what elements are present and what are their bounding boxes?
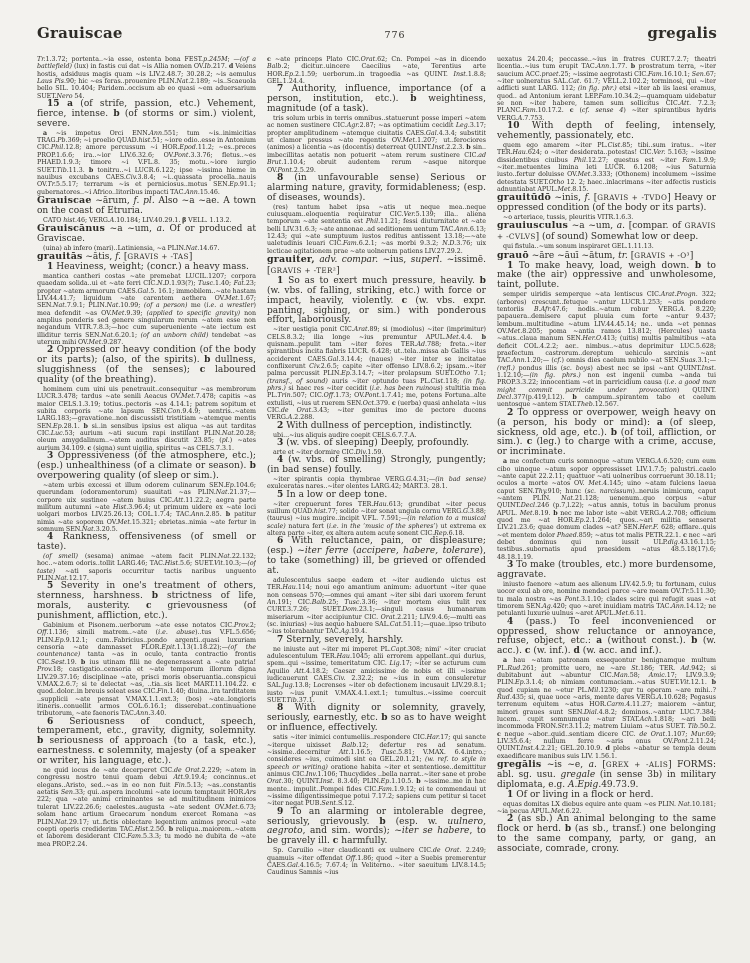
citation-block: (of smell) (sesama) animae ~atem facit PLIN.Nat.22.132; hoc..~atem odoris..tollit LARG.46; TAC.Hist.5.6; SUET.Vit.10.3;—(of taste) ~ati saporis occurritur tactis naribus unguento PLIN.Nat.12.17.	[37, 553, 256, 583]
citation-block: ne iniuste aut ~iter mi imperet PL.Capt.308; nimi' ~iter cruciat adulescentulum TER.Hau.1045; alii errorem appellant..qui durius, spem..qui ~issime, temeritatum CIC. Lig.17; ~iter se acturum cum Aquilio Att.4.18.2; Caesar amicissime de nobis et illi ~issime iudicauerunt CAES.Civ. 2.32.2; ne ~ius in eum consuleretur SAL.Jug.13.8; Locrenses ~iter ob defectionem incusauit LIV.29.8.1; iusto ~ius punit V.MAX.4.1.ext.1; tumultus..~issime coercuit SUET.Tib.37.1.	[267, 645, 486, 705]
citation-block: qui fistula..~um sonum inspiraret GEL.1.11.13.	[503, 243, 654, 251]
citation-block: CATO hist.46; VERG.A.10.184; LIV.40.29.1. β VELL. 1.13.2.	[43, 216, 232, 224]
dictionary-column-1	[37, 56, 256, 950]
sense-heading: 3 To make (troubles, etc.) more burdensome, aggravate.	[497, 560, 716, 580]
citation-block: ~o arteriace, tussis, pleuritis VITR.1.6.3.	[503, 214, 634, 222]
entry-headword-paragraph: grauiusculus ~a ~um, a. [compar. of GRAVIS + -CVLVS] (of sound) Somewhat low or deep.	[497, 220, 716, 243]
entry-headword-paragraph: grauiter, adv. compar. ~ius, superl. ~issimē. [GRAVIS + -TER²]	[267, 253, 486, 276]
sense-heading: 8 With dignity or solemnity, gravely, seriously, earnestly, etc. b so as to have weight or influence, effectively.	[267, 703, 486, 734]
sense-heading: 2 (as sb.) An animal belonging to the same flock or herd. b (as sb., transf.) one belonging to the same company, party, or gang, an associate, comrade, crony.	[497, 814, 716, 855]
entry-headword-paragraph: grauitūdō ~inis, f. [GRAVIS + -TVDO] Heavy or oppressed condition (of the body or its parts).	[497, 192, 716, 214]
citation-block: a ~is impetus Orci ENN.Ann.551; tum ~is..inimicitias TRAG.Pb.369; ~i proelio QUAD.hist.51; ~iore odio..esse in Antonium CIC.Phil.12.8; amore percussum ~i HOR.Epod.11.2; ~es..preces PROP.1.6.6; ira..~ior LIV.6.32.6; OV.Pont.3.3.76; fletus..~es PHAED.1.9.3; timore ~i V.FL.8. 35; motu..~iore iurgio SUET.Tib.11.3. b tonitru..~i LUCR.6.122; ipse ~issima hieme in nauibus excubans CAES.Civ.3.8.4; ~i..quassata procella..nauis OV.Tr.5.5.17; terrarum ~is et perniciosus..motus SEN.Ep.91.1; gubernatores..~i Africo..litoribus impacti TAC.Ann.15.46.	[37, 129, 256, 196]
sense-heading: 4 (w. vbs. of smelling) Strongly, pungently; (in bad sense) foully.	[267, 455, 486, 476]
citation-block: tris solum urbis in terris omnibus..statuerunt posse imperi ~atem ac nomen sustinere CIC.Agr.2.87; ~as optimatium cecidit Leg.3.17; propter amplitudinem ~atemque ciuitatis CAES.Gal.4.3.4; substitit ut clamor pressus ~ate regentis OV.Met.1.207; ut..ferociores (animos) a licentia ~as (docentis) deterreat QUINT.Inst.2.2.3. b sin.. imbecillitas aetatis non potuerit ~atem rerum sustinere CIC.ad Brut.1.10.4; obruit audentem rerum ~asque nitorque OV.Pont.2.5.29.	[267, 115, 486, 174]
continuation-paragraph: uexatus 24.20.4; peccasse..~ius in fratres CURT.7.2.7; theatri licentia..~ius tum erupit TAC.Ann.1.77. b prostratum terra, ~iter saucium ACC.praet.25; ~issime aegrotasti CIC.Fam.16.10.1; Sen.67; ~iter uolneratus SAL.Cat. 61.7; VELL.2.102.2; torminosi, qui ~iter adflicti sunt LARG. 112; (in fig. phr.) etsi ~iter ab iis laesi eramus, quod.. ad Antonium ierant LEP.Fam.10.34.2;—quamquam uidebatur se non ~iter habere, tamen sum sollicitus CIC.Att. 7.2.3; PLANC.Fam.10.17.2. c (cf. sense 4) ~iter spirantibus hydris VERG.A.7.753.	[497, 56, 716, 122]
sense-heading: 3 Oppressiveness (of the atmosphere, etc.); (esp.) unhealthiness (of a climate or season). b overpowering quality (of sleep or sim.).	[37, 451, 256, 481]
citation-block: semper uiridis semperque ~ata lentiscus CIC.Arat.Progn. 322; (arbores) crescunt..fetuque ~antur LUCR.1.253; ~atis pondere tentoriis B.Afr.47.6; nodis..~atum robur VERG.A. 8.220; papauera..demisere caput pluuia cum forte ~antur 9.437; lembum..multitudine ~atum LIV.44.45.14; ne.. unda ~et pennas OV.Met.8.205; poma ~antia ramos 13.812; (Hercules) uasta ~atus..claua manum SEN.Her.O.413; (uitis) multis palmitibus ~ata deficit COL.4.2.2; aer.. nimbus..~atus deprimitur LUC.5.628; praefectum castrorum..dereptum uehiculo sarcinis ~ant TAC.Ann.1.20;— (cf.) omnis dies caelum nubilo ~at SEN.Suas.3.1;—(refl.) pondus illis (sc. boys) abest nec se ipsi ~ant QUINT.Inst. 1.12.10;—(in fig. phrs.) non est ingenii cumba ~anda tui PROP.3.3.22; innocentiam ~et in parricidium causa (i.e. a good man might commit parricide under provocation) QUINT. Decl.377(p.419,l.12). b campum..spirantem tabo et caelum uentosque ~antem STAT.Theb.12.567.	[497, 291, 716, 409]
text-columns	[37, 56, 717, 950]
sense-heading: 3 (w. vbs. of sleeping) Deeply, profoundly.	[277, 438, 469, 449]
citation-block: hominem cum uini uis penetrauit..consequitur ~as membrorum LUCR.3.478; tardus ~ate senili Aeacus OV.Met.7.478; capitis ~as maior CELS.1.3.19; totius..pectoris ~as 4.14.1; patrem sopitum et subita corporis ~ate lapsum SEN.Con.9.4.9; uentris..~atem LARG.183;—gravatione..non discussisti tristitiam ~atemque mentis SEN.Ep.28.1. b si..in sensibus ipsius est aliqua ~as aut tarditas CIC.Luc.53; aurium ~ati sucum rapi instillant PLIN.Nat.20.28; oleum amygdalinum..~atem auditus discutit 23.85; (pl.) ~ates aurium 34.109. c (signa) sunt uigilia, spiritus ~as CELS.7.3.1.	[37, 386, 256, 452]
citation-block: (uina) ab infero (mari)..Latiniensia, ~a PLIN.Nat.14.67.	[43, 244, 220, 252]
sense-heading: 6 With reluctance, pain, or displeasure; (esp.) ~iter ferre (accipere, habere, tolerare), to take (something) ill, be grieved or offended at.	[267, 536, 486, 577]
citation-block: ~iter uestigia ponit CIC.Arat.89; si (modiolus) ~iter (imprimitur) CELS.8.3.2; ilia longe ~ius premuntur APUL.Met.4.4. b quisnam..pepulit tam ~iter fores TER.Ad.788; freta..~iter spirantibus incita flabris LUCR. 6.428; ut..tela..missa ab Gallis ~ius acciderent CAES.Gal.3.14.4; (naues) ~iter inter se incitatae conflixerunt Civ.2.6.5; capite ~iter offenso LIV.8.6.2; ipsam..~iter palma percussit PLIN.Ep.3.14.7; ~iter prolapsum SUET.Otho 7.1; (transf., of sound) auris ~iter optundo tuas PL.Cist.118; (in fig. phrs.) si haec res ~iter cecidit (i.e. has been ruinous) stultitia mea PL.Trin.507; CIC.Off.1.73; OV.Pont.1.7.41; me, potens Fortuna..alte extulisti, ~ius ut ruerem SEN.Oct.379. c (uerba) quasi anhelata ~ius CIC.de Orat.3.43; ~iter gemitus imo de pectore ducens VERG.A.2.288.	[267, 326, 486, 422]
entry-headword-paragraph: gregālis ~is ~e, a. [GREX + -ALIS] FORMS: abl. sg. usu. gregale (in sense 3b) in military diplomata, e.g. A.Epig.49.73.9.	[497, 759, 716, 790]
sense-heading: 7 Sternly, severely, harshly.	[277, 634, 404, 645]
citation-block: ~iter spirantis copia thymbrae VERG.G.4.31;—(in bad sense) exulceratas nares..~iter olentes LARG.42; MART.3. 28.1.	[267, 476, 486, 491]
citation-block: iniusto faenore ~atum aes alienum LIV.42.5.9; tu fortunam, cuius uocor exul ab ore, nomine mendaci parce ~are meam OV.Tr.5.11.30; tu mala nostra ~as Pont.3.1.10; clades scire qui refugit suas ~at timorem SEN.Ag.420; quo ~aret inuidiam matris TAC.Ann.14.12; ne petulanti luxurie uulnus ~aret APUL.Met.6.11.	[497, 580, 716, 618]
entry-headword-paragraph: Grauiscae ~ārum, f. pl. Also ~a ~ae. A town on the coast of Etruria.	[37, 194, 256, 216]
header-right-catchword: gregalis	[647, 24, 717, 42]
sense-heading: 9 To an alarming or intolerable degree, seriously, grievously. b (esp. w. uulnero, aegroto, and sim. words); ~iter se habere, to be gravely ill. c harmfully.	[267, 806, 486, 847]
citation-block: equas domitas LX diebus equire ante quam ~es PLIN. Nat.10.181; ~ia pecua APUL.Met.6.22.	[497, 800, 716, 816]
sense-heading: 15 a (of strife, passion, etc.) Vehement, fierce, intense. b (of storms or sim.) violent, severe.	[37, 99, 256, 129]
sense-heading: 2 Oppressed or heavy condition (of the body or its parts); (also, of the spirits). b dullness, sluggishness (of the senses); c laboured quality (of the breathing).	[37, 345, 256, 386]
citation-block: quem ego amarem ~iter PL.Cist.85; tibi..sum iratus.. ~iter TER.Hau.624; o ~iter desiderata..potestas! CIC.Ver. 5.163; ~issime dissidentibus ciuibus Phil.12.27; questus est ~iter Fam.1.9.9; ~iter..metuentes limina leti LUCR. 6.1208; ~ius Saturnia iusto..fertur doluisse OV.Met.3.333; (Othonem) incolumem ~issime detestata SUET.Otho 12. 2; haec..inlacrimans ~iter adfectis rusticis adnuntiabat APUL.Met.8.15.	[497, 141, 716, 193]
sense-heading: 4 (pass.) To feel inconvenienced or oppressed, show reluctance or annoyance, refuse, object, etc.: a (without const.). b (w. acc.). c (w. inf.). d (w. acc. and inf.).	[497, 616, 716, 657]
sense-heading: 5 Severity in one's treatment of others, sternness, harshness. b strictness of life, morals, austerity. c grievousness (of punishment, affliction, etc.).	[37, 581, 256, 622]
citation-block: (res) tantum habet ipsa ~atis ut neque mea..neque cuiusquam..eloquentia requiratur CIC.Ver.5.139; illa.. aliena temporum ~ate sententia est Phil.11.21; fessi diuturnitate et ~ate belli LIV.31.6.3; ~ate annonae..ad seditionem uentum TAC.Ann.6.13; 12.43; qui ~ate sumptuum iustos reditus antissent 13.18;—~ate ualetudinis leuari CIC.Fam.6.2.1; ~as morbi 9.3.2; N.D.3.76; uix lecticae agitationem prae ~ate uolnerum patiens LIV.27.29.2.	[267, 203, 486, 255]
sense-heading: 7 Authority, influence, importance (of a person, institution, etc.). b weightiness, magnitude (of a task).	[267, 84, 486, 115]
citation-block: adulescentulus saepe eadem et ~iter audiendo uictus est TER.Hau.114; noui ego amantium animum: aduortunt ~iter quae non censeas 570;—omnes qui amant ~iter sibi dari uxorem ferunt An.191; CIC.Balb.25; Tusc.3.36; ~iter mortem eius tulit rex CURT.3.7.26; SUET.Dom.23.1;—singuli casus humanarum miseriarum ~iter accipiuntur CIC. Orat.2.211; LIV.9.4.6;—multi eas (sc. iniurias) ~ius aequo habuere SAL.Cat.51.11;—quae..ipso tributo ~ius tolerabantur TAC.Ag.19.4.	[267, 577, 486, 636]
sense-heading: 1 To make heavy, load, weigh down. b to make (the air) oppressive and unwholesome, taint, pollute.	[497, 260, 716, 291]
sense-heading: 4 Rankness, offensiveness (of smell or taste).	[37, 532, 256, 553]
continuation-paragraph: Tr.1.3.72; portenta..~ia esse, ostenta bona FEST.p.245M; —(of a battlefield) (lux) in fastis cui dat ~is Allia nomen OV.Ib.217. d Veiens hostis, adsiduus magis quam ~is LIV.2.48.7; 30.28.2; ~is aemulus Laus Pis.90; hic ~es feras..prouenire PLIN.Nat.2.189; ~is..Scaeuola bello SIL. 10.404; Paridem..occisum ab eo quasi ~em aduersarium SUET.Nero 54.	[37, 56, 256, 100]
citation-block: mantica cantheri costas ~ate premebat LUCIL.1207; corpora quaedam solida..ui et ~ate ferri CIC.N.D.1.93(?); Tusc.1.40; Fat.23; propter ~atem armorum CAES.Gal.5. 16.1; immobilem..~ate hastam LIV.44.41.7; liquidum ~ate carentem aethera OV.Met.1.67; SEN.Nat.7.9.1; PLIN.Nat.10.99; (of a person) me (i.e. a wrestler) mea defendit ~as OV.Met.9.39; (applied to specific gravity) non amplius ponderis sed genere singularum rerum ~atem esse non negandum VITR.7.8.3;—hoc cum superueniente ~ate iectum est illiditur terris SEN.Nat.6.20.1; (of an unborn child) tendebat ~as uterum mihi OV.Met.9.287.	[37, 273, 256, 347]
citation-block: ~atem urbis excessi et illum odorem culinarum SEN.Ep.104.6; querundam (odoramentorum) suauitati ~as PLIN.Nat.21.37;—corpore uix sustineo ~atem huius CIC.Att.11.22.2; aegra parte militum autumni ~ate Hist.3.96.4; ut primum uidere ex ~ate loci uolgari morbos LIV.25.26.13; COL.1.7.4; TAC.Ann.2.85. b patitur nimia ~ate soporem OV.Met.15.321; ebrietas..nimia ~ate fertur in somnum SEN.Nat.3.20.5.	[37, 481, 256, 533]
dictionary-column-2	[267, 56, 486, 950]
sense-heading: 8 (in unfavourable sense) Serious or alarming nature, gravity, formidableness; (esp. of diseases, wounds).	[267, 172, 486, 203]
entry-headword-paragraph: Grauiscānus ~a ~um, a. Of or produced at Graviscae.	[37, 223, 256, 244]
citation-block: ne quid iocus de ~ate decerperet CIC.de Orat.2.229; ~atem in congressu nostro tenui quam debui Att.9.19.4; concinnus..et elegans..Aristo, sed..~as in eo non fuit Fin.5.13; ~as..constantis aetatis Sen.33; qui..aspera incolumi ~ate iocum temptauit HOR.Ars 222; qua ~ate animi criminantes se ad multitudinem inimicos tulerat LIV.22.26.6; caelestes..augusta ~ate sedent OV.Met.6.73; solam hanc artium Graecarum nondum exercet Romana ~as PLIN.Nat.29.17; ut..fictis oblectare legentium animos procul ~ate coepti operis crediderim TAC.Hist.2.50. b reliqua..maiorem..~atem et laborem desiderant CIC.Fam.5.3.3; tu modo ne dubita de ~ate mea PROP.2.24.	[37, 767, 256, 848]
citation-block: arte et ~iter dormire CIC.Div.1.59.	[273, 448, 384, 456]
sense-heading: 1 So as to exert much pressure, heavily. b (w. vbs. of falling, striking, etc.) with force or impact, heavily, violently. c (w. vbs. expr. panting, sighing, or sim.) with ponderous effort, laboriously.	[267, 275, 486, 326]
entry-headword-paragraph: grauitās ~ātis, f. [GRAVIS + -TAS]	[37, 251, 193, 263]
citation-block: ubi...~ius aliquis audire coepit CELS.6.7.7.A.	[273, 431, 417, 439]
sense-heading: 1 Heaviness, weight; (concr.) a heavy mass.	[47, 262, 249, 273]
running-header	[37, 24, 717, 46]
sense-heading: 2 To oppress or overpower, weigh heavy on (a person, his body or mind): a (of sleep, sickness, old age, etc.). b (of toil, affliction, or sim.). c (leg.) to charge with a crime, accuse, or incriminate.	[497, 407, 716, 458]
dictionary-column-3	[497, 56, 716, 950]
header-left-catchword: Grauiscae	[37, 24, 123, 42]
continuation-paragraph: c ~ate princeps Plato CIC.Orat.62; Cn. Pompei ~as in dicendo Balb.2; dicitur..uincere Caecilius ~ate, Terentius arte HOR.Ep.2.1.59; uerborum..in tragoedia ~as QUINT. Inst.1.8.8; GEL.1.24.4.	[267, 56, 486, 86]
sense-heading: 2 With dullness of perception, indistinctly.	[277, 420, 473, 431]
page-number: 776	[384, 30, 406, 41]
sense-heading: 10 With depth of feeling, intensely, vehemently, passionately, etc.	[497, 121, 716, 141]
citation-block: ~iter crepuerunt fores TER.Hau.613; grundibat ~iter pecus suillum QUAD.hist.77; solido ~iter sonat ungula cornu VERG.G.3.88; (taurus) ~ius mugire..incipit V.FL. 7.591;—(in relation to a musical scale) natura fert (i.e. in the ‘music of the spheres’) ut extrema ex altera parte ~iter, ex altera autem acute sonent CIC.Rep.6.18.	[267, 500, 486, 538]
sense-heading: 1 Of or living in a flock or herd.	[507, 789, 654, 800]
citation-block: a me confectum curis somnoque ~atum VERG.A.6.520; cum eum cibo uinoque ~atum sopor oppressisset LIV.1.7.5; palustri..caelo ~ante caput 22.2.11; quattuor ~ati uolneribus corruerunt 30.18.11; oculos a morte ~atos OV. Met.4.145; uino ~atam fulciens laeua caput SEN.Thy.910; hunc (sc. narcissum)..neruis inimicum, caput ~antem PLIN. Nat.21.128; uenenum..quo corpus ~atur QUINT.Decl.246 (p.7,l.22); ~atus annis, totus in baculum pronus APUL. Met.8.19. b nec me labor iste ~abit VERG.A.2.708; officium quod me ~at HOR.Ep.2.1.264; quos..~ari militia senserat LIV.21.23.6; quae domum clades ~at? SEN.Her.F. 628; efflare..quis ~et mentem dolor Phaed.859; ~atus tot malis PETR.22.1. c nec ~ari debet dominus qui non iussit ULP.dig.43.16.1.15; testibus..subornatis apud praesidem ~atus 48.5.18(17).6; 48.18.1.19.	[497, 458, 716, 561]
entry-headword-paragraph: grauō ~āre ~āuī ~ātum, tr. [GRAVIS + -O³]	[497, 249, 694, 261]
citation-block: Sp. Caruilio ~iter claudicanti ex uulnere CIC.de Orat. 2.249; quamuis ~iter offendat Off.1.86; quod ~iter a Suebis premerentur CAES.Gal.4.16.5; 7.67.4; in Veliterno.. ~iter saeuitum LIV.8.14.5; Caudinus Samnis ~ius	[267, 847, 486, 877]
citation-block: satis ~iter inimici contumeliis..respondere CIC.Har.17; qui sancte ~iterque uixisset Balb.12; defertur res ad senatum. ~issime..decernitur Att.1.16.5; Tusc.5.81; V.MAX. 6.4.intro.; consideres ~ius, cuimodi sint ea GEL.20.1.21; (w. ref. to style in speech or writing) oratione habita ~iter et sententiose..demittitur animus CIC.Inv.1.106; Thucydides ..bella narrat..~iter sane et probe Orat.30; QUINT.Inst. 8.3.40; PLIN.Ep.1.10.5. b ~issime..me in hac mente.. impulit..Pompei fides CIC.Fam.1.9.12; ei te commendaui ut ~issime diligentissimeque potui 7.17.2; sapiens cum petitur si tacet ~iter negat PUB.Sent.S.12.	[267, 734, 486, 808]
citation-block: Gabinium et Pisonem..uerborum ~ate esse notatos CIC.Prov.2; Off.1.136; simili matrem..~ate (i.e. abuse)..tus V.FL.5.656; PLIN.Ep.9.12.1; cum..Fabricius..pondo argenti..quasi luxuriam censoria ~ate damnasset FLOR.Epit.1.13(1.18.22);—(of the countenance) tanta ~as in oculo, tanta contractio frontis CIC.Sest.19. b ius utinam filii ne degenerassent a ~ate patria! Prov.18; castigatio..censoria et ~ate temporum illorum digna LIV.29.37.16; disciplinae ~ate, prisci moris obseruantia..conspicui V.MAX.2.6.7; si te delectat ~as, ..tia..sis licet MART.11.104.22. c quod..dolor..in breuis soleat esse CIC.Fin.1.40; diuina..ira tarditatem ..supplicii ~ate pensat V.MAX.1.1.ext.3; (bos) ~ate..longioris itineris..conuellit armos COL.6.16.1; disserebat..continuatione tributorum, ~ate faenoris TAC.Ann.3.40.	[37, 622, 256, 718]
sense-heading: 5 In a low or deep tone.	[277, 489, 388, 500]
sense-heading: 6 Seriousness of conduct, speech, temperament, etc., gravity, dignity, solemnity. b seriousness of approach (to a task, etc.), earnestness. c solemnity, majesty (of a speaker or writer, his language, etc.).	[37, 716, 256, 767]
citation-block: a hau ~atam patronam exsequontur benignamque multum PL.Rud.261; promitte uero, ne ~are St.186; TER. Ad.942; si dubitabunt aut ~abuntur CIC.Man.58; Amic.17; LIV.9.3.9; PLIN.Ep.3.1.4; ob nimiam contumaciam..~atus SUET.Vit.12.1. b quod cupiam ne ~etur PL.Mil.1230; qur tu operam ~are mihi..? Rud.435; si, quae uoce ~aris, mente dares VERG.A.10.628; Pegasus terrenum equitem ~atus HOR.Carm.4.11.27; maiorem ~antur, minori graues sunt SEN.Dial.4.8.2; dominos..~antur LUC.7.384; lucem.. cupit somnumque ~atur STAT.Ach.1.818; ~ari belli incommoda FRON.Str.3.11.2; matrem Liuiam ~atus SUET. Tib.50.2. c neque ~abor..quid..sentiam dicere CIC. de Orat.1.107; Mur.69; LIV.35.6.4; nullum ferre ~aris onus OV.Pont.2.11.24; QUINT.Inst.4.2.21; GEL.20.10.9. d plebs ~abatur se templa deum exaedificare manibus suis LIV. 1.56.1.	[497, 657, 716, 760]
